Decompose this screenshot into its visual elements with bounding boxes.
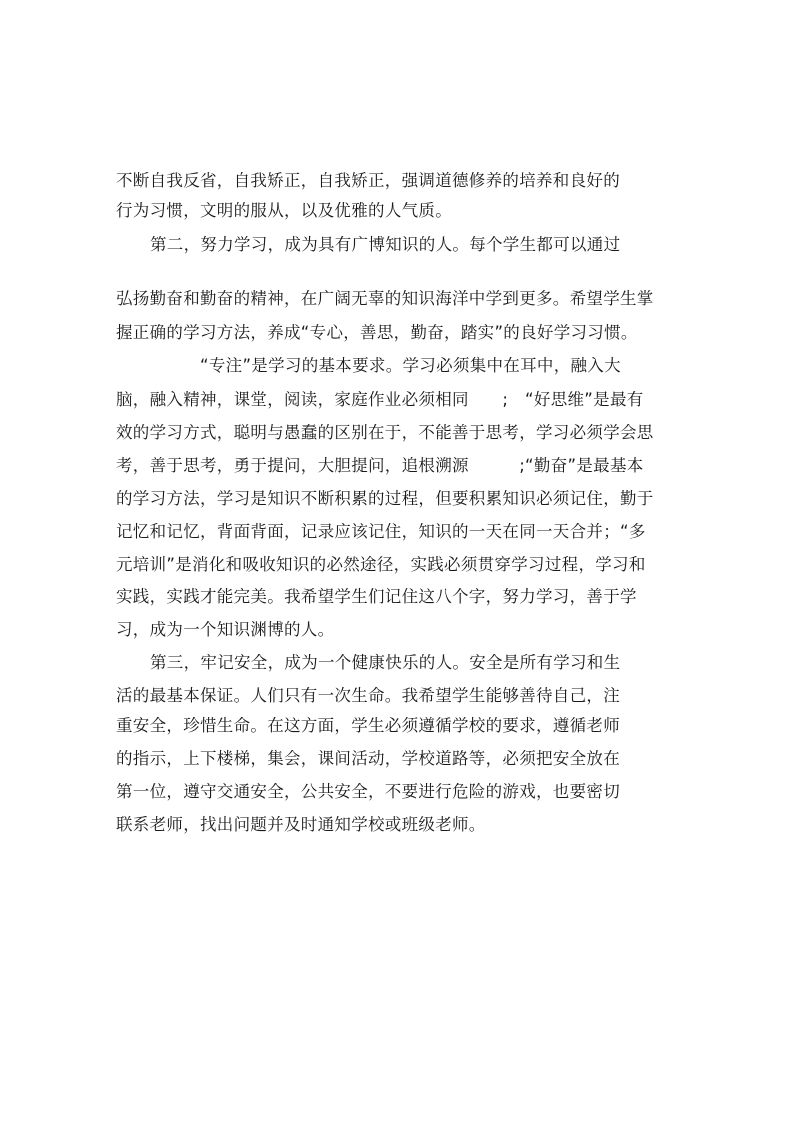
text-line: 脑，融入精神，课堂，阅读，家庭作业必须相同 ; “好思维”是最有 xyxy=(116,390,644,409)
text-line: 活的最基本保证。人们只有一次生命。我希望学生能够善待自己，注 xyxy=(116,686,620,705)
text-line: 实践，实践才能完美。我希望学生们记住这八个字，努力学习，善于学 xyxy=(116,587,637,606)
paragraph-3-first-line: 第三，牢记安全，成为一个健康快乐的人。安全是所有学习和生 xyxy=(150,653,621,672)
text-line: 握正确的学习方法，养成“专心，善思，勤奋，踏实”的良好学习习惯。 xyxy=(116,323,638,342)
text-line: 重安全，珍惜生命。在这方面，学生必须遵循学校的要求，遵循老师 xyxy=(116,716,620,735)
text-line: 习，成为一个知识渊博的人。 xyxy=(116,620,335,639)
text-line: 元培训”是消化和吸收知识的必然途径，实践必须贯穿学习过程，学习和 xyxy=(116,555,646,574)
paragraph-2-first-line: 第二，努力学习，成为具有广博知识的人。每个学生都可以通过 xyxy=(150,235,621,254)
text-line: 弘扬勤奋和勤奋的精神，在广阔无辜的知识海洋中学到更多。希望学生掌 xyxy=(116,289,654,308)
text-line: 不断自我反省，自我矫正，自我矫正，强调道德修养的培养和良好的 xyxy=(116,171,620,190)
text-line: 效的学习方式，聪明与愚蠢的区别在于，不能善于思考，学习必须学会思 xyxy=(116,423,654,442)
text-line: 第一位，遵守交通安全，公共安全，不要进行危险的游戏，也要密切 xyxy=(116,782,620,801)
indented-line: “专注”是学习的基本要求。学习必须集中在耳中，融入大 xyxy=(200,356,621,375)
text-line: 考，善于思考，勇于提问，大胆提问，追根溯源 ;“勤奋”是最基本 xyxy=(116,456,644,475)
text-line: 行为习惯，文明的服从，以及优雅的人气质。 xyxy=(116,201,452,220)
text-line: 的学习方法，学习是知识不断积累的过程，但要积累知识必须记住，勤于 xyxy=(116,489,654,508)
text-line: 记忆和记忆，背面背面，记录应该记住，知识的一天在同一天合并；“多 xyxy=(116,522,646,541)
text-line: 联系老师，找出问题并及时通知学校或班级老师。 xyxy=(116,815,486,834)
text-line: 的指示，上下楼梯，集会，课间活动，学校道路等，必须把安全放在 xyxy=(116,749,620,768)
